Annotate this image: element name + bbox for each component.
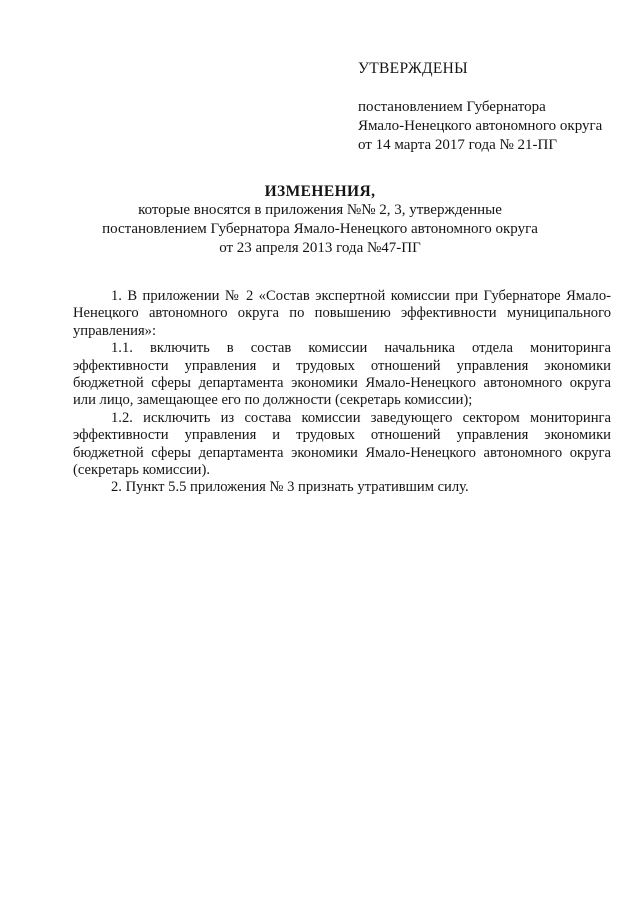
approved-label: УТВЕРЖДЕНЫ <box>358 60 468 77</box>
approval-line: от 14 марта 2017 года № 21-ПГ <box>358 137 558 153</box>
body-paragraph: 1.2. исключить из состава комиссии заведующего сектором мониторинга эффективности управления и трудовых отношений управления экономики бюджетной сферы департамента экономики Ямало-Ненецкого автономного округа (секретарь комиссии). <box>73 409 611 479</box>
body-paragraph: 2. Пункт 5.5 приложения № 3 признать утратившим силу. <box>111 479 469 496</box>
document-title: ИЗМЕНЕНИЯ, <box>264 183 376 200</box>
approval-line: Ямало-Ненецкого автономного округа <box>358 118 603 134</box>
heading-line: постановлением Губернатора Ямало-Ненецкого автономного округа <box>102 221 538 237</box>
body-paragraph: 1.1. включить в состав комиссии начальника отдела мониторинга эффективности управления и трудовых отношений управления экономики бюджетной сферы департамента экономики Ямало-Ненецкого автономного округа или лицо, замещающее его по должности (секретарь комиссии); <box>73 340 611 409</box>
approval-line: постановлением Губернатора <box>358 99 546 115</box>
heading-line: от 23 апреля 2013 года №47-ПГ <box>219 240 421 256</box>
approval-block <box>358 59 618 155</box>
body-paragraph: 1. В приложении № 2 «Состав экспертной комиссии при Губернаторе Ямало-Ненецкого автономного округа по повышению эффективности муниципального управления»: <box>73 288 611 339</box>
heading-line: которые вносятся в приложения №№ 2, 3, утвержденные <box>138 202 502 218</box>
document-body <box>73 288 611 497</box>
document-heading <box>40 182 600 258</box>
